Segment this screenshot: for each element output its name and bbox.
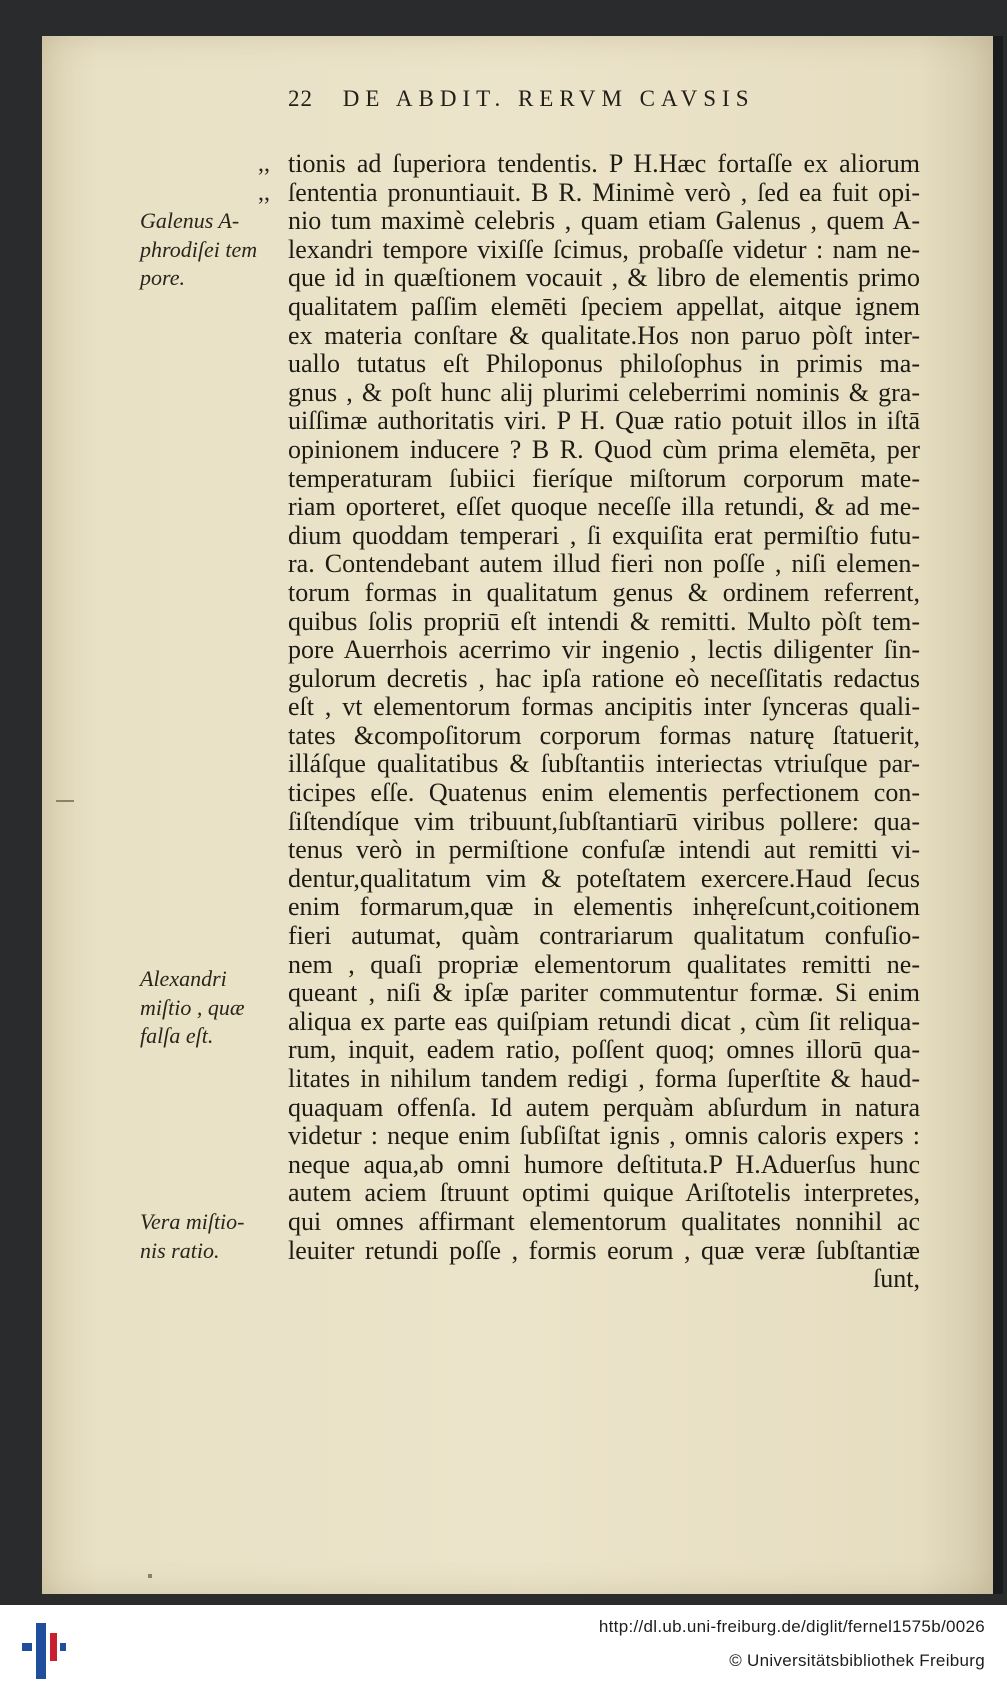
margin-note-line: Alexandri (140, 966, 227, 991)
text-line: temperaturam ſubiici fieríque miſtorum corporum mate- (288, 464, 920, 493)
text-line: ſententia pronuntiauit. B R. Minimè verò , ſed ea fuit opi- (288, 178, 920, 207)
text-line: autem aciem ſtruunt optimi quique Ariſtotelis interpretes, (288, 1179, 920, 1208)
margin-note-vera (140, 1208, 282, 1265)
text-line: ticipes eſſe. Quatenus enim elementis perfectionem con- (288, 779, 920, 808)
text-line: ex materia conſtare & qualitate.Hos non paruo pòſt inter- (288, 321, 920, 350)
margin-note-line: Galenus A- (140, 208, 240, 233)
text-line: riam oporteret, eſſet quoque neceſſe illa retundi, & ad me- (288, 493, 920, 522)
text-line: torum formas in qualitatum genus & ordinem referrent, (288, 578, 920, 607)
text-line: dentur,qualitatum vim & poteſtatem exercere.Haud ſecus (288, 864, 920, 893)
text-line: litates in nihilum tandem redigi , forma ſuperſtite & haud- (288, 1065, 920, 1093)
text-line: aliqua ex parte eas quiſpiam retundi dicat , cùm ſit reliqua- (288, 1007, 920, 1036)
text-line: quaquam offenſa. Id autem perquàm abſurdum in natura (288, 1093, 920, 1122)
quote-mark: ,, (258, 151, 270, 177)
text-line: quibus ſolis propriū eſt intendi & remitti. Multo pòſt tem- (288, 607, 920, 636)
margin-note-line: miſtio , quæ (140, 994, 245, 1020)
text-line: dium quoddam temperari , ſi exquiſita erat permiſtio futu- (288, 521, 920, 550)
margin-note-line: falſa eſt. (140, 1023, 214, 1049)
text-line: nem , quaſi propriæ elementorum qualitates remitti ne- (288, 950, 920, 979)
text-line: uallo tutatus eſt Philoponus philoſophus in primis ma- (288, 350, 920, 379)
text-line: illáſque qualitatibus & ſubſtantiis interiectas vtriuſque par- (288, 750, 920, 779)
text-line: enim formarum,quæ in elementis inhęreſcunt,coitionem (288, 893, 920, 922)
margin-note-line: Vera miſtio- (140, 1209, 245, 1234)
text-line: tates &compoſitorum corporum formas naturę ſtatuerit, (288, 721, 920, 750)
text-line: leuiter retundi poſſe , formis eorum , quæ veræ ſubſtantiæ (288, 1236, 920, 1265)
text-line: opinionem inducere ? B R. Quod cùm prima elemēta, per (288, 435, 920, 464)
viewer-footer (0, 1605, 1007, 1685)
text-line: fieri autumat, quàm contrariarum qualitatum confuſio- (288, 922, 920, 951)
folio-number: 22 (288, 86, 313, 111)
text-line: pore Auerrhois acerrimo vir ingenio , lectis diligenter ſin- (288, 636, 920, 665)
ub-freiburg-logo-icon (22, 1613, 66, 1679)
margin-note-line: nis ratio. (140, 1237, 220, 1263)
running-head (288, 86, 928, 112)
margin-note-line: pore. (140, 265, 186, 291)
text-line: qualitatem paſſim elemēti ſpeciem appellat, aitque ignem (288, 292, 920, 321)
copyright-notice: © Universitätsbibliothek Freiburg (729, 1651, 985, 1670)
text-line: qui omnes affirmant elementorum qualitates nonnihil ac (288, 1207, 920, 1236)
text-line: queant , niſi & ipſæ pariter commutentur formæ. Si enim (288, 979, 920, 1008)
text-line: uiſſimæ authoritatis viri. P H. Quæ ratio potuit illos in iſtā (288, 407, 920, 436)
page-url[interactable]: http://dl.ub.uni-freiburg.de/diglit/fernel1575b/0026 (598, 1617, 985, 1636)
text-line: videtur : neque enim ſubſiſtat ignis , omnis caloris expers : (288, 1122, 920, 1151)
main-text-block (288, 150, 920, 1294)
text-line: ſunt, (873, 1265, 920, 1294)
margin-note-line: phrodiſei tem (140, 236, 258, 262)
quote-mark: ,, (258, 179, 270, 206)
running-head-title: DE ABDIT. RERVM CAVSIS (342, 86, 755, 111)
text-line: lexandri tempore vixiſſe ſcimus, probaſſe videtur : nam ne- (288, 235, 920, 264)
page-edge (993, 36, 1003, 1594)
scan-mark (56, 800, 74, 802)
text-line: que id in quæſtionem vocauit , & libro de elementis primo (288, 264, 920, 293)
margin-note-galenus (140, 207, 282, 293)
text-line: eſt , vt elementorum formas ancipitis inter ſynceras quali- (288, 693, 920, 722)
scan-mark (148, 1574, 152, 1578)
text-line: ra. Contendebant autem illud fieri non poſſe , niſi elemen- (288, 550, 920, 579)
quotation-marks (258, 150, 270, 207)
text-line: nio tum maximè celebris , quam etiam Galenus , quem A- (288, 207, 920, 236)
text-line: gnus , & poſt hunc alij plurimi celeberrimi nominis & gra- (288, 378, 920, 407)
text-line: gulorum decretis , hac ipſa ratione eò neceſſitatis redactus (288, 664, 920, 693)
text-line: neque aqua,ab omni humore deſtituta.P H.Aduerſus hunc (288, 1150, 920, 1179)
text-line: rum, inquit, eadem ratio, poſſent quoq; omnes illorū qua- (288, 1036, 920, 1065)
text-line: tenus verò in permiſtione confuſæ intendi aut remitti vi- (288, 836, 920, 865)
text-line: ſiſtendíque vim tribuunt,ſubſtantiarū viribus pollere: qua- (288, 807, 920, 836)
text-line: tionis ad ſuperiora tendentis. P H.Hæc fortaſſe ex aliorum (288, 150, 920, 178)
margin-note-alexandri (140, 965, 282, 1051)
